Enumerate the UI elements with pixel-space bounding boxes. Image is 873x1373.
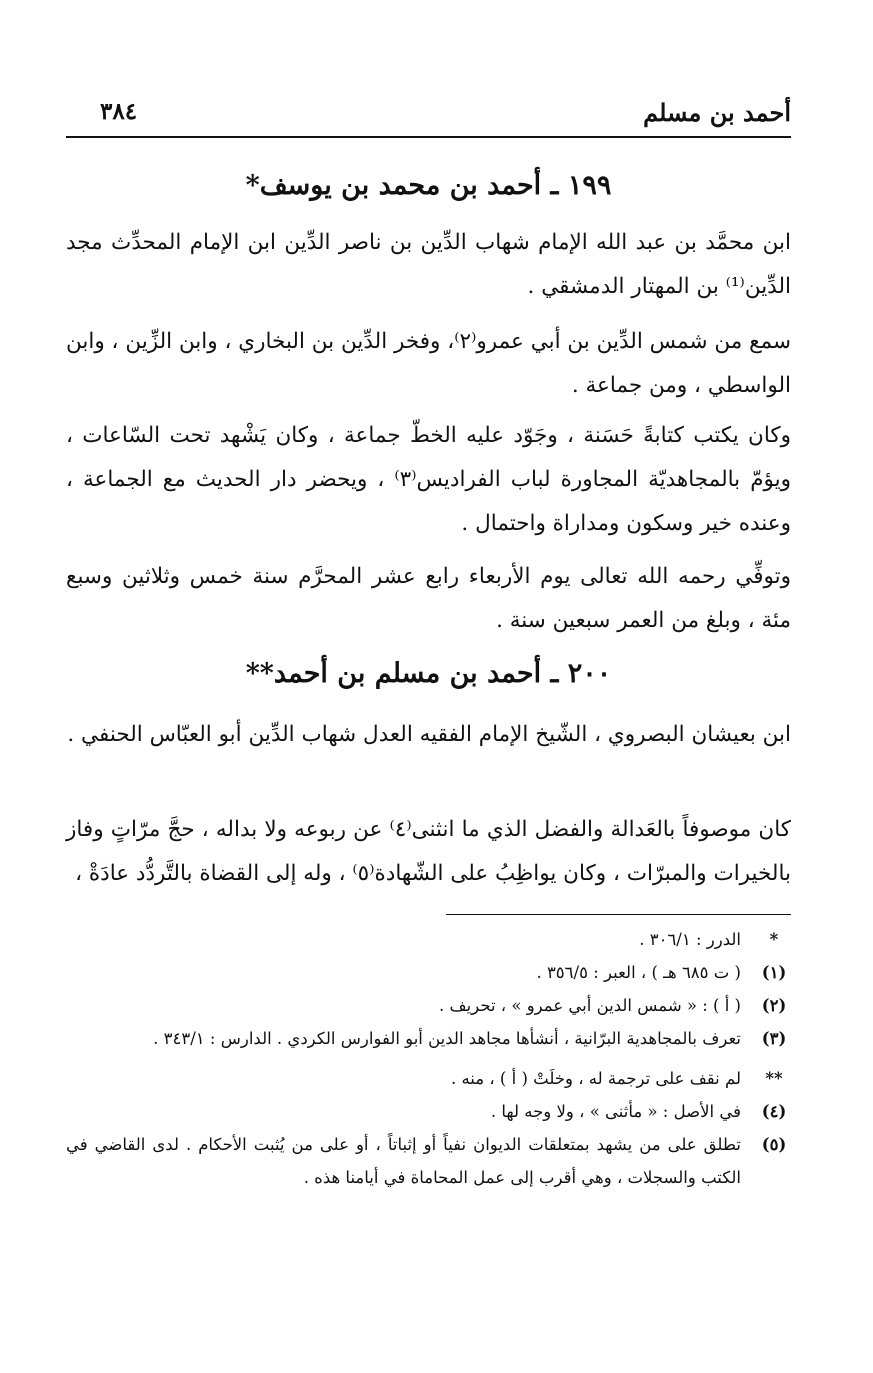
footnote-text: في الأصل : « مأثنى » ، ولا وجه لها . [490, 1102, 741, 1121]
header-rule [66, 136, 791, 138]
paragraph [66, 414, 791, 546]
footnote-text: ( أ ) : « شمس الدين أبي عمرو » ، تحريف . [439, 996, 741, 1015]
paragraph [66, 221, 791, 309]
footnote [66, 956, 791, 989]
paragraph-text: سمع من شمس الدِّين بن أبي عمرو⁽٢⁾، وفخر الدِّين بن البخاري ، وابن الزِّين ، وابن الواسطي ، ومن جماعة . [66, 329, 791, 398]
footnote-text: الدرر : ٣٠٦/١ . [639, 930, 741, 949]
page-header [66, 94, 791, 134]
paragraph-text: ابن محمَّد بن عبد الله الإمام شهاب الدِّين بن ناصر الدِّين ابن الإمام المحدِّث مجد الدِّين⁽¹⁾ بن المهتار الدمشقي . [66, 230, 791, 299]
footnote-marker: (٣) [761, 1029, 787, 1048]
running-title: أحمد بن مسلم [643, 98, 791, 127]
entry-heading-200: ٢٠٠ ـ أحمد بن مسلم بن أحمد** [245, 658, 612, 689]
footnote-separator [446, 914, 791, 915]
footnote [66, 923, 791, 956]
footnote [66, 1095, 791, 1128]
paragraph [66, 320, 791, 408]
footnote [66, 989, 791, 1022]
footnote [66, 1062, 791, 1095]
footnote-text: تعرف بالمجاهدية البرّانية ، أنشأها مجاهد الدين أبو الفوارس الكردي . الدارس : ٣٤٣/١ . [153, 1029, 741, 1048]
paragraph-text: كان موصوفاً بالعَدالة والفضل الذي ما انثنى⁽٤⁾ عن ربوعه ولا بداله ، حجَّ مرّاتٍ وفاز بالخيرات والمبرّات ، وكان يواظِبُ على الشّهادة⁽٥⁾ ، وله إلى القضاة بالتَّردُّد عادَةْ ، [66, 817, 791, 886]
page-number: ٣٨٤ [100, 98, 138, 125]
footnote-marker: (٤) [761, 1102, 787, 1121]
footnote-marker: * [769, 930, 779, 949]
footnote-text: تطلق على من يشهد بمتعلقات الديوان نفياً أو إثباتاً ، أو على من يُثبت الأحكام . لدى القاضي في الكتب والسجلات ، وهي أقرب إلى عمل المحاماة في أيامنا هذه . [66, 1135, 741, 1187]
entry-heading-199: ١٩٩ ـ أحمد بن محمد بن يوسف* [245, 170, 612, 201]
paragraph-text: وتوفِّي رحمه الله تعالى يوم الأربعاء رابع عشر المحرَّم سنة خمس وثلاثين وسبع مئة ، وبلغ من العمر سبعين سنة . [66, 564, 791, 633]
footnote [66, 1022, 791, 1055]
footnote-marker: (٥) [761, 1135, 787, 1154]
footnote-marker: (٢) [761, 996, 787, 1015]
footnote-text: لم نقف على ترجمة له ، وخلَتْ ( أ ) ، منه . [450, 1069, 741, 1088]
footnote-text: ( ت ٦٨٥ هـ ) ، العبر : ٣٥٦/٥ . [536, 963, 741, 982]
footnote [66, 1128, 791, 1194]
paragraph-text: وكان يكتب كتابةً حَسَنة ، وجَوّد عليه الخطّ جماعة ، وكان يَشْهد تحت السّاعات ، ويؤمّ بالمجاهديّة المجاورة لباب الفراديس⁽٣⁾ ، ويحضر دار الحديث مع الجماعة ، وعنده خير وسكون ومداراة واحتمال . [66, 423, 791, 536]
paragraph [66, 555, 791, 643]
footnote-marker: (١) [761, 963, 787, 982]
paragraph [66, 808, 791, 896]
footnote-marker: ** [765, 1069, 783, 1088]
paragraph-text: ابن بعيشان البصروي ، الشّيخ الإمام الفقيه العدل شهاب الدِّين أبو العبّاس الحنفي . [67, 722, 791, 747]
paragraph [66, 713, 791, 757]
